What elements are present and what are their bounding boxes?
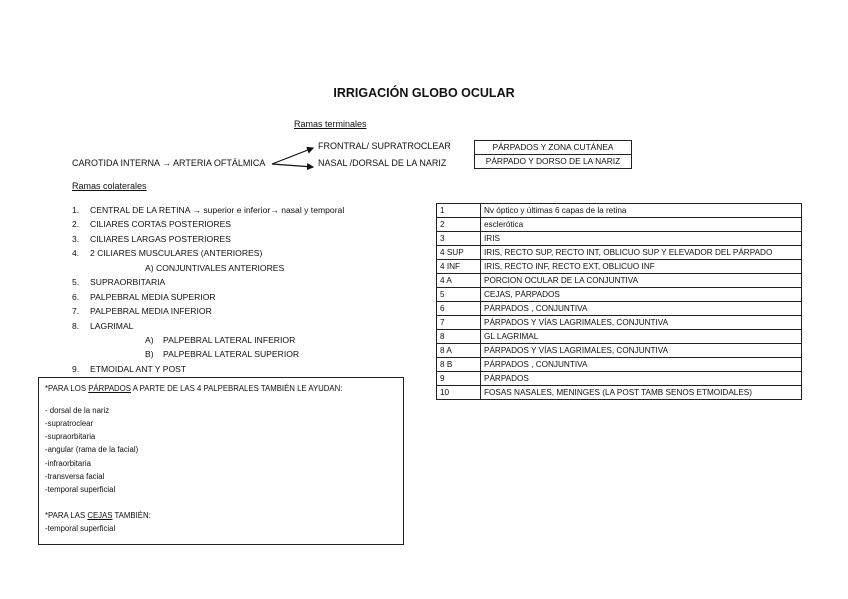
list-item: 9. ETMOIDAL ANT Y POST	[72, 364, 187, 374]
table-row: 6 PÁRPADOS , CONJUNTIVA	[437, 302, 802, 316]
note-line: -supraorbitaria	[45, 432, 96, 441]
list-item: B) PALPEBRAL LATERAL SUPERIOR	[145, 349, 300, 359]
table-row: 7 PÁRPADOS Y VÍAS LAGRIMALES, CONJUNTIVA	[437, 316, 802, 330]
table-row: 4 SUP IRIS, RECTO SUP, RECTO INT, OBLICUO SUP Y ELEVADOR DEL PÁRPADO	[437, 246, 802, 260]
table-row: 4 A PORCION OCULAR DE LA CONJUNTIVA	[437, 274, 802, 288]
list-item: 4. 2 CILIARES MUSCULARES (ANTERIORES)	[72, 248, 263, 258]
table-row: 8 B PÁRPADOS , CONJUNTIVA	[437, 358, 802, 372]
note-line: - dorsal de la nariz	[45, 406, 110, 415]
table-row: 2 esclerótica	[437, 218, 802, 232]
table-row: 8 GL LAGRIMAL	[437, 330, 802, 344]
term-box-parpados: PÁRPADOS Y ZONA CUTÁNEA	[474, 140, 632, 155]
term-box-dorso: PÁRPADO Y DORSO DE LA NARIZ	[474, 154, 632, 169]
table-row: 9 PÁRPADOS	[437, 372, 802, 386]
branch-arrows	[270, 143, 318, 173]
note-line: -supratroclear	[45, 419, 94, 428]
ramas-colaterales-heading: Ramas colaterales	[72, 181, 147, 191]
note-heading: *PARA LOS PÁRPADOS A PARTE DE LAS 4 PALPEBRALES TAMBIÉN LE AYUDAN:	[45, 384, 343, 393]
list-item: A) CONJUNTIVALES ANTERIORES	[145, 263, 285, 273]
reference-table	[436, 203, 802, 400]
table-row: 10 FOSAS NASALES, MENINGES (LA POST TAMB SENOS ETMOIDALES)	[437, 386, 802, 400]
note-box	[38, 377, 404, 545]
table-row: 1 Nv óptico y últimas 6 capas de la retina	[437, 204, 802, 218]
list-item: 7. PALPEBRAL MEDIA INFERIOR	[72, 306, 212, 316]
list-item: 6. PALPEBRAL MEDIA SUPERIOR	[72, 292, 216, 302]
list-item: 5. SUPRAORBITARIA	[72, 277, 166, 287]
table-row: 3 IRIS	[437, 232, 802, 246]
list-item: 2. CILIARES CORTAS POSTERIORES	[72, 219, 232, 229]
branch-frontal: FRONTRAL/ SUPRATROCLEAR	[318, 141, 451, 151]
list-item: 8. LAGRIMAL	[72, 321, 134, 331]
list-item: 3. CILIARES LARGAS POSTERIORES	[72, 234, 231, 244]
note-line: -transversa facial	[45, 472, 105, 481]
note-line: -temporal superficial	[45, 485, 116, 494]
table-row: 4 INF IRIS, RECTO INF, RECTO EXT, OBLICUO INF	[437, 260, 802, 274]
note-line: -angular (rama de la facial)	[45, 445, 139, 454]
note-line: -infraorbitaria	[45, 459, 91, 468]
page-title: IRRIGACIÓN GLOBO OCULAR	[333, 86, 515, 100]
branch-nasal: NASAL /DORSAL DE LA NARIZ	[318, 158, 447, 168]
note-cejas-heading: *PARA LAS CEJAS TAMBIÉN:	[45, 511, 151, 520]
table-row: 8 A PÁRPADOS Y VÍAS LAGRIMALES, CONJUNTIVA	[437, 344, 802, 358]
note-line: -temporal superficial	[45, 524, 116, 533]
table-row: 5 CEJAS, PÁRPADOS	[437, 288, 802, 302]
list-item: 1. CENTRAL DE LA RETINA → superior e inferior→ nasal y temporal	[72, 205, 345, 215]
carotida-origin: CAROTIDA INTERNA → ARTERIA OFTÁLMICA	[72, 158, 266, 168]
list-item: A) PALPEBRAL LATERAL INFERIOR	[145, 335, 296, 345]
ramas-terminales-heading: Ramas terminales	[294, 119, 367, 129]
